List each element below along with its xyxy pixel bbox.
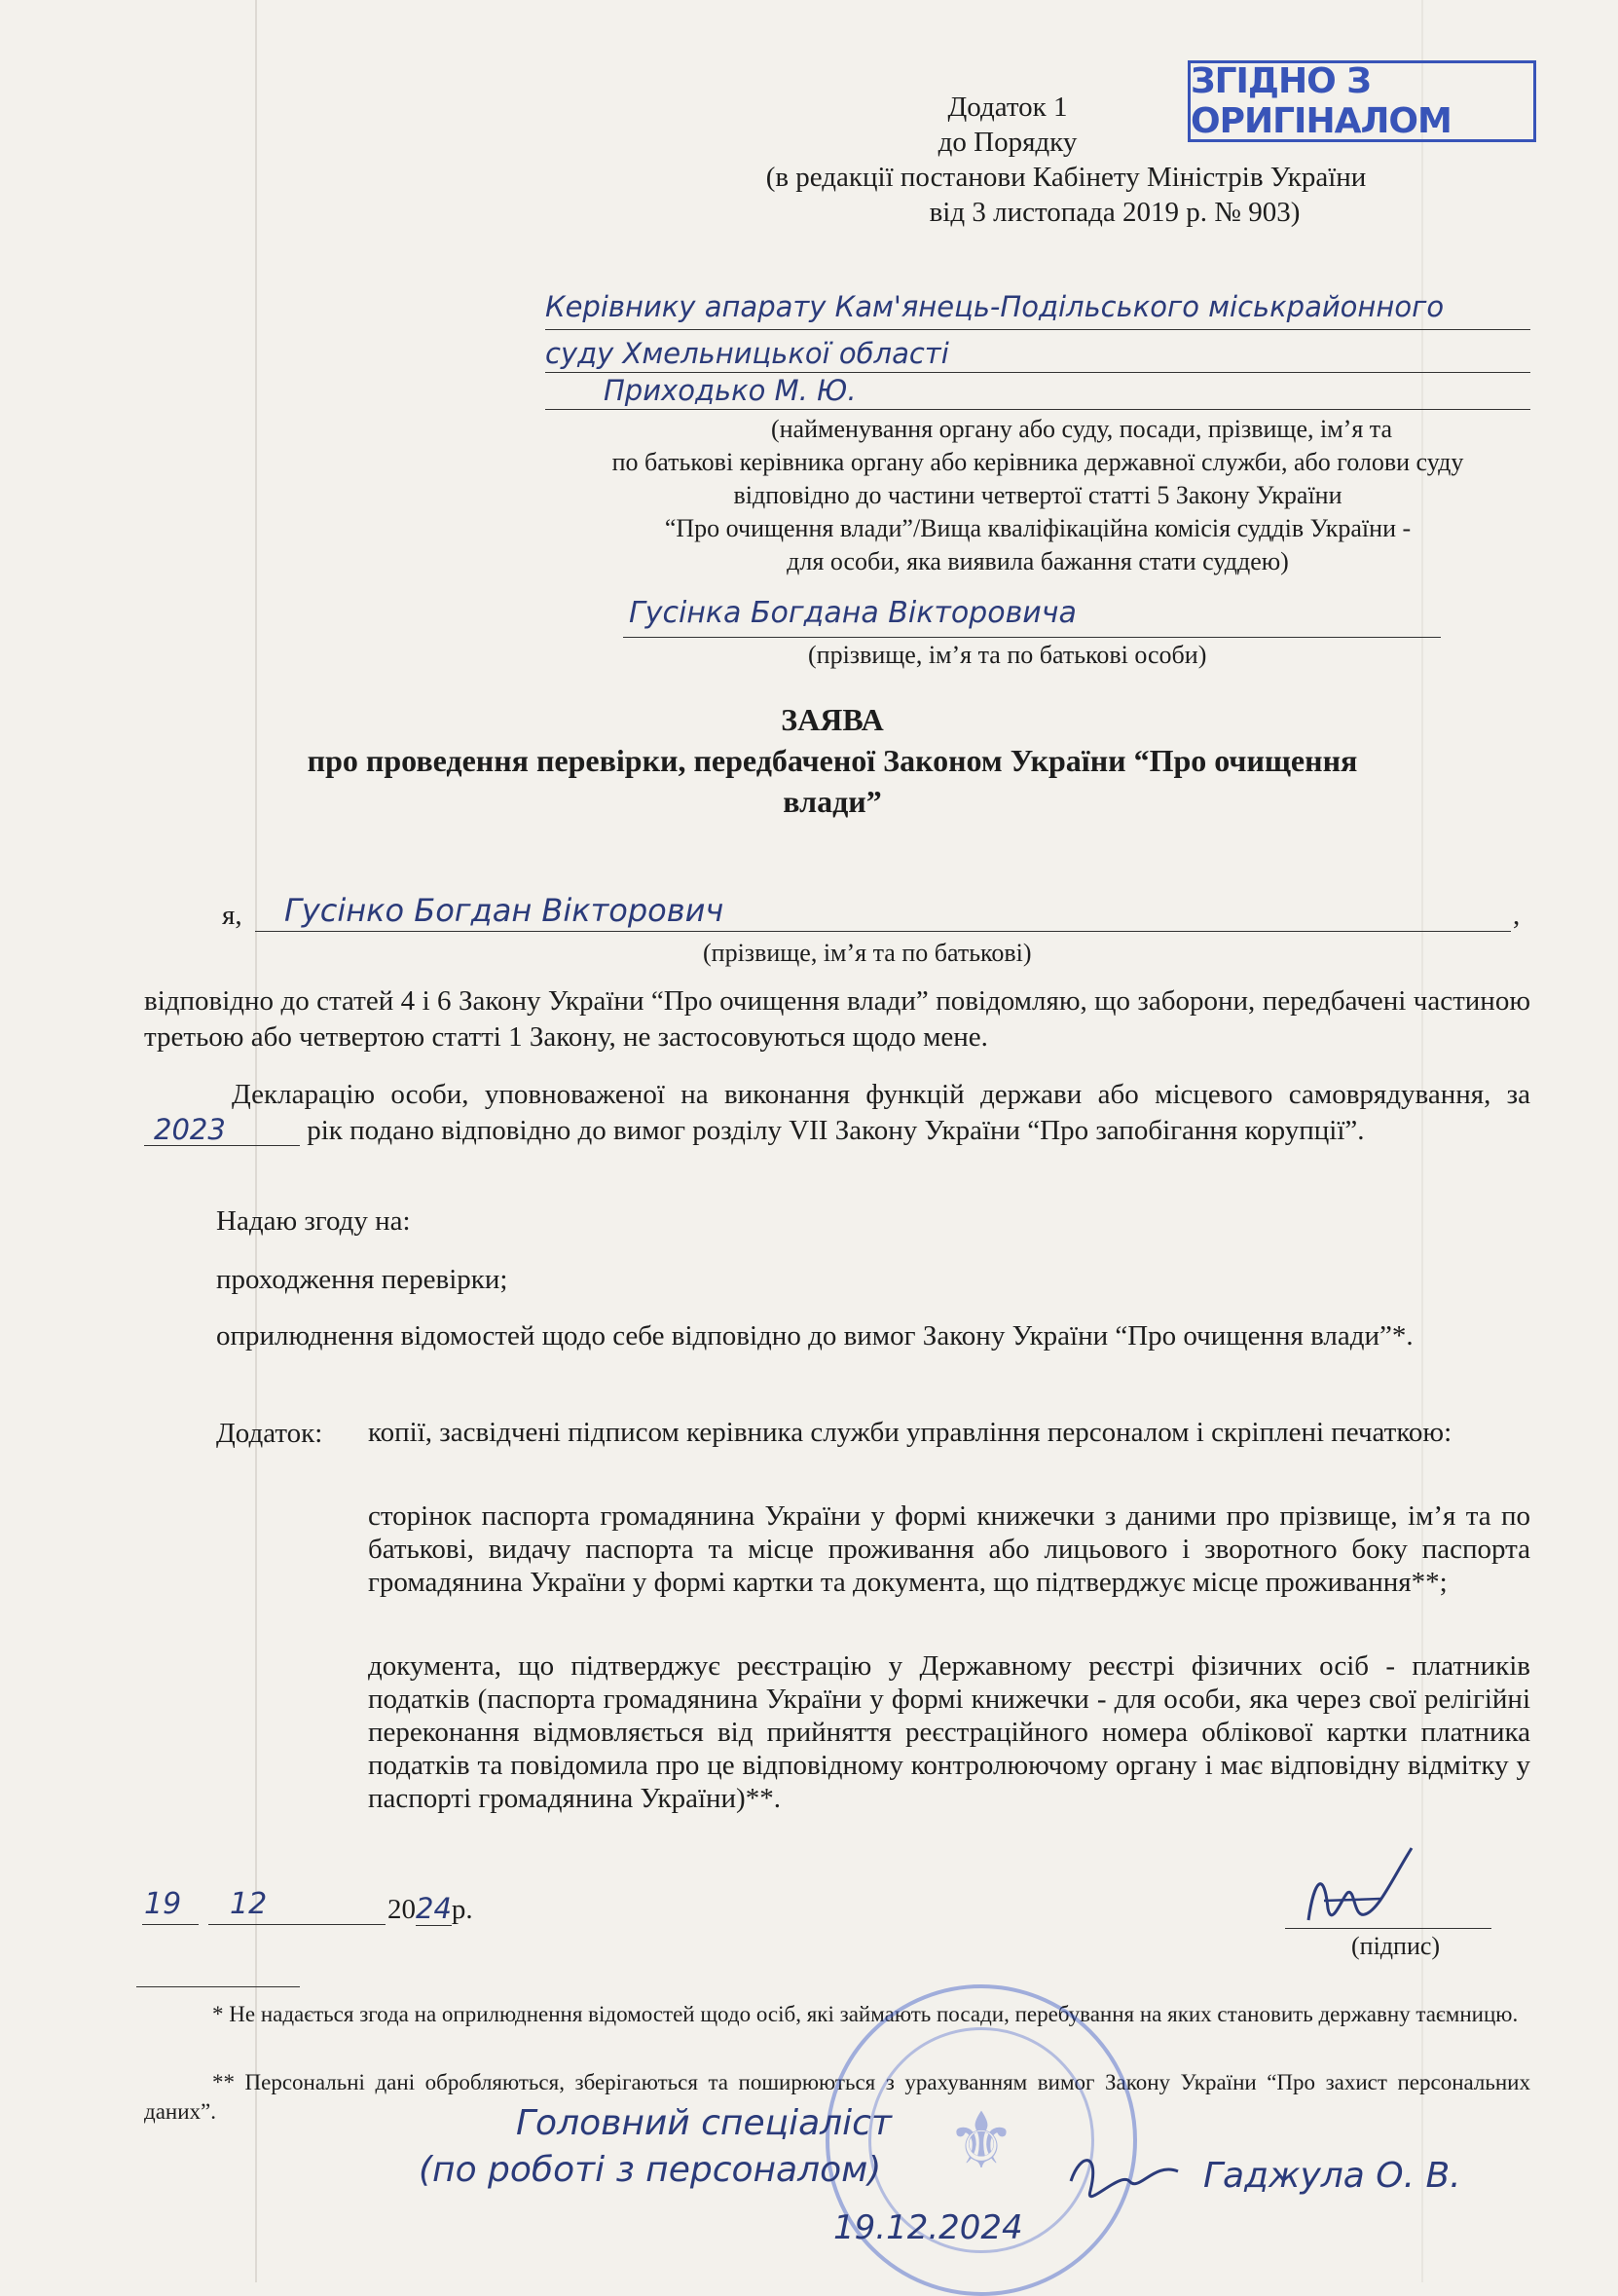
- attachment-item: документа, що підтверджує реєстрацію у Державному реєстрі фізичних осіб - платників податків (паспорта громадянина України у формі книжечки - для особи, яка через свої релігійні переконання відмовляється від прийняття реєстраційного номера облікової картки платника податків та повідомила про це відповідному контролюючому органу і має відповідну відмітку у паспорті громадянина України)**.: [368, 1650, 1530, 1814]
- addressee-handwritten-line: суду Хмельницької області: [545, 337, 949, 370]
- certification-name: Гаджула О. В.: [1203, 2156, 1461, 2196]
- caption-line: по батькові керівника органу або керівника державної служби, або голови суду: [611, 448, 1464, 476]
- date-month: 12: [230, 1887, 268, 1921]
- appendix-line: (в редакції постанови Кабінету Міністрів України: [765, 162, 1367, 193]
- footnote-separator: [136, 1986, 300, 1987]
- applicant-name-handwritten: Гусінко Богдан Вікторович: [284, 892, 724, 929]
- fill-line: [1285, 1928, 1491, 1929]
- appendix-line: від 3 листопада 2019 р. № 903): [929, 197, 1301, 228]
- date-year: [387, 1891, 473, 1927]
- certifier-signature-mark: [1061, 2142, 1188, 2220]
- fill-line: [208, 1924, 386, 1925]
- declaration-paragraph: [144, 1077, 1530, 1149]
- declaration-text: Декларацію особи, уповноваженої на виконання функцій держави або місцевого самоврядування, за: [232, 1079, 1530, 1110]
- caption-line: “Про очищення влади”/Вища кваліфікаційна комісія суддів України -: [664, 514, 1412, 542]
- appendix-header: [623, 90, 1451, 230]
- name-caption: (прізвище, ім’я та по батькові): [703, 939, 1032, 967]
- year-prefix: 20: [387, 1894, 416, 1925]
- footnote: * Не надається згода на оприлюднення відомостей щодо осіб, які займають посади, перебування на яких становить державну таємницю.: [212, 2002, 1519, 2026]
- statement-paragraph: відповідно до статей 4 і 6 Закону України “Про очищення влади” повідомляю, що заборони, передбачені частиною третьою або четвертою статті 1 Закону, не застосовуються щодо мене.: [144, 985, 1530, 1053]
- fill-line: [142, 1924, 199, 1925]
- comma: ,: [1513, 900, 1521, 931]
- declaration-text: рік подано відповідно до вимог розділу VII Закону України “Про запобігання корупції”.: [307, 1115, 1365, 1146]
- caption-line: для особи, яка виявила бажання стати суддею): [787, 547, 1289, 575]
- applicant-signature-mark: [1295, 1840, 1470, 1938]
- consent-item: проходження перевірки;: [216, 1264, 508, 1295]
- date-day: 19: [144, 1887, 182, 1921]
- title-sub: про проведення перевірки, передбаченої Законом України “Про очищення: [307, 743, 1358, 778]
- certified-copy-stamp: ЗГІДНО З ОРИГІНАЛОМ: [1188, 60, 1536, 142]
- trident-icon: ⚜: [946, 2099, 1016, 2185]
- addressee-handwritten-line: Приходько М. Ю.: [604, 374, 857, 407]
- applicant-caption: (прізвище, ім’я та по батькові особи): [808, 641, 1207, 669]
- certification-position: (по роботі з персоналом): [419, 2150, 882, 2190]
- attachment-label: Додаток:: [216, 1418, 323, 1449]
- certification-date: 19.12.2024: [833, 2208, 1023, 2247]
- title-main: ЗАЯВА: [781, 702, 884, 737]
- certification-position: Головний спеціаліст: [516, 2103, 892, 2143]
- fill-line: [623, 637, 1441, 638]
- addressee-caption: [545, 413, 1530, 578]
- fill-line: [545, 372, 1530, 373]
- year-field: [144, 1115, 300, 1146]
- year-handwritten: 2023: [154, 1113, 226, 1146]
- year-suffix-handwritten: 24: [416, 1892, 452, 1925]
- addressee-handwritten-line: Керівнику апарату Кам'янець-Подільського міськрайонного: [545, 290, 1445, 323]
- footnote: ** Персональні дані обробляються, зберігаються та поширюються з урахуванням вимог Закону України “Про захист персональних даних”.: [144, 2070, 1530, 2124]
- consent-intro: Надаю згоду на:: [216, 1205, 411, 1237]
- attachment-item: сторінок паспорта громадянина України у формі книжечки з даними про прізвище, ім’я та по батькові, видачу паспорта та місце проживання або лицьового і зворотного боку паспорта громадянина України у формі картки та документа, що підтверджує місце проживання**;: [368, 1500, 1530, 1598]
- appendix-line: до Порядку: [938, 127, 1078, 158]
- fill-line: [545, 409, 1530, 410]
- ya-prefix: я,: [222, 900, 242, 931]
- appendix-line: Додаток 1: [947, 92, 1068, 123]
- attachment-item: копії, засвідчені підписом керівника служби управління персоналом і скріплені печаткою:: [368, 1417, 1453, 1448]
- caption-line: відповідно до частини четвертої статті 5 Закону України: [733, 481, 1342, 509]
- caption-line: (найменування органу або суду, посади, прізвище, ім’я та: [770, 415, 1393, 443]
- fill-line: [255, 931, 1511, 932]
- applicant-handwritten-name: Гусінка Богдана Вікторовича: [629, 596, 1077, 630]
- title-sub: влади”: [783, 784, 882, 819]
- year-suffix-label: р.: [451, 1894, 473, 1925]
- consent-item: оприлюднення відомостей щодо себе відповідно до вимог Закону України “Про очищення влади”*.: [216, 1320, 1414, 1352]
- fill-line: [545, 329, 1530, 330]
- signature-caption: (підпис): [1351, 1932, 1441, 1960]
- document-title: [136, 699, 1528, 822]
